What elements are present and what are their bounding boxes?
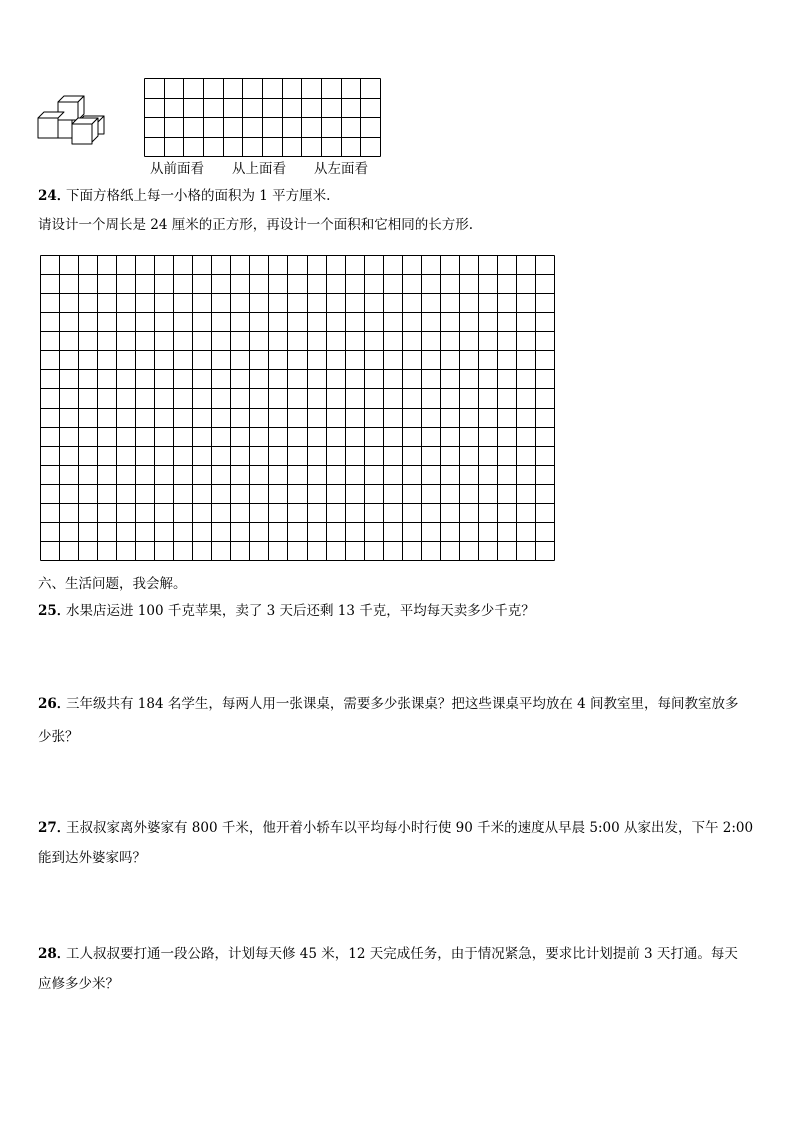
view-label-top: 从上面看 bbox=[232, 161, 286, 177]
q28-number: 28． bbox=[38, 946, 71, 962]
square-grid-paper[interactable] bbox=[40, 255, 555, 561]
q24-number: 24． bbox=[38, 188, 71, 204]
view-label-front: 从前面看 bbox=[150, 161, 204, 177]
q26-number: 26． bbox=[38, 696, 71, 712]
q28-line1: 工人叔叔要打通一段公路，计划每天修 45 米，12 天完成任务，由于情况紧急，要求比计划提前 3 天打通。每天 bbox=[66, 946, 738, 962]
q28-line2: 应修多少米？ bbox=[38, 976, 119, 992]
q27-line2: 能到达外婆家吗？ bbox=[38, 850, 146, 866]
cube-figure bbox=[36, 92, 108, 148]
q25-number: 25． bbox=[38, 603, 71, 619]
section-six-title: 六、生活问题，我会解。 bbox=[38, 576, 187, 592]
q24-text: 下面方格纸上每一小格的面积为 1 平方厘米. bbox=[66, 188, 331, 204]
q27-number: 27． bbox=[38, 820, 71, 836]
q24-instruction: 请设计一个周长是 24 厘米的正方形，再设计一个面积和它相同的长方形. bbox=[38, 217, 474, 233]
q26-line1: 三年级共有 184 名学生，每两人用一张课桌，需要多少张课桌？把这些课桌平均放在 4 间教室里，每间教室放多 bbox=[66, 696, 739, 712]
view-answer-grid[interactable] bbox=[144, 78, 381, 157]
q26-line2: 少张？ bbox=[38, 729, 79, 745]
view-label-left: 从左面看 bbox=[314, 161, 368, 177]
q27-line1: 王叔叔家离外婆家有 800 千米，他开着小轿车以平均每小时行使 90 千米的速度从早晨 5:00 从家出发，下午 2:00 bbox=[66, 820, 754, 836]
q25-text: 水果店运进 100 千克苹果，卖了 3 天后还剩 13 千克，平均每天卖多少千克？ bbox=[66, 603, 535, 619]
